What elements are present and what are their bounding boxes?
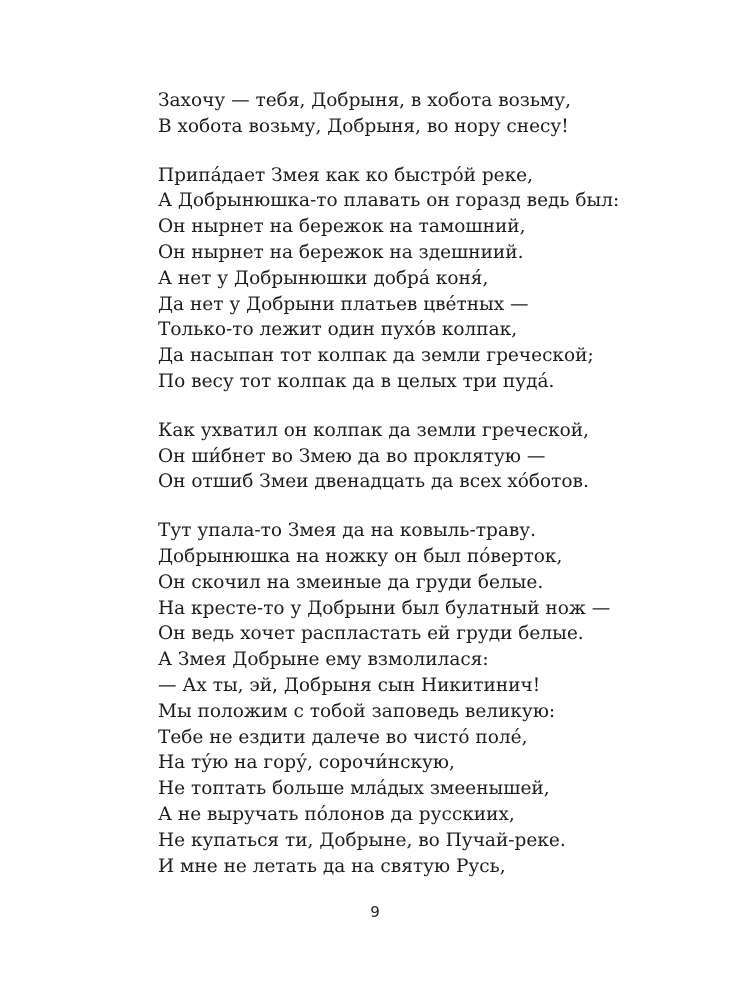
verse-line: Как ухватил он колпак да земли греческой, [158,419,589,441]
verse-line: Тут упала-то Змея да на ковыль-траву. [158,520,537,542]
verse-line: По весу тот колпак да в целых три пуда́. [158,370,555,392]
verse-line: Припа́дает Змея как ко быстро́й реке, [158,164,534,186]
verse-line: Он ведь хочет распластать ей груди белые. [158,623,584,645]
verse-line: Захочу — тебя, Добрыня, в хобота возьму, [158,90,572,111]
verse-line: Не купаться ти, Добрыне, во Пучай-реке. [158,829,566,851]
stanza-4 [158,518,718,879]
page-number: 9 [370,903,380,921]
stanza-3 [158,418,718,495]
verse-line: Он скочил на змеиные да груди белые. [158,571,544,593]
verse-line: На ту́ю на гору́, сорочи́нскую, [158,752,455,774]
verse-line: А не выручать по́лонов да русскиих, [158,803,515,825]
verse-line: В хобота возьму, Добрыня, во нору снесу! [158,115,569,137]
verse-line: Да насыпан тот колпак да земли греческой; [158,345,594,367]
verse-line: — Ах ты, эй, Добрыня сын Никитинич! [158,674,541,696]
verse-line: А Добрынюшка-то плавать он горазд ведь был: [158,190,620,212]
verse-line: И мне не летать да на святую Русь, [158,855,506,877]
verse-line: На кресте-то у Добрыни был булатный нож — [158,597,611,619]
verse-line: А Змея Добрыне ему взмолилася: [158,649,489,671]
verse-line: А нет у Добрынюшки добра́ коня́, [158,267,489,289]
verse-line: Тебе не ездити далече во чисто́ поле́, [158,726,528,748]
verse-line: Он нырнет на бережок на здешниий. [158,241,524,263]
verse-line: Только-то лежит один пухо́в колпак, [158,319,518,341]
verse-line: Он отшиб Змеи двенадцать да всех хо́ботов. [158,471,589,493]
verse-line: Не топтать больше мла́дых змеенышей, [158,778,550,800]
verse-line: Добрынюшка на ножку он был по́верток, [158,545,563,567]
verse-line: Да нет у Добрыни платьев цве́тных — [158,293,529,315]
poem-text [158,88,718,902]
stanza-2 [158,163,718,395]
verse-line: Он нырнет на бережок на тамошний, [158,216,526,238]
verse-line: Мы положим с тобой заповедь великую: [158,700,556,722]
verse-line: Он ши́бнет во Змею да во проклятую — [158,445,546,467]
stanza-1 [158,88,718,140]
